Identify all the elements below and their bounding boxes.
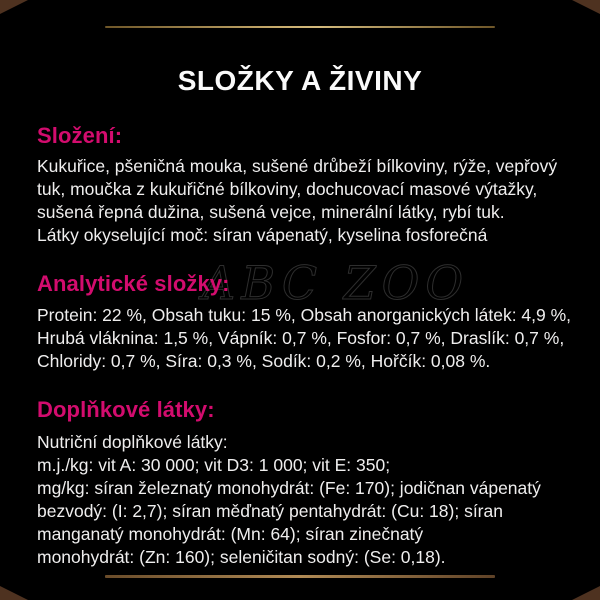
section-body-slozeni — [37, 155, 577, 247]
corner-decoration-top-right — [572, 0, 600, 14]
additives-line: Nutriční doplňkové látky: — [37, 432, 228, 452]
analytical-constituents-line: Chloridy: 0,7 %, Síra: 0,3 %, Sodík: 0,2 %, Hořčík: 0,08 %. — [37, 351, 491, 371]
corner-decoration-top-left — [0, 0, 28, 14]
section-heading-doplnkove-latky: Doplňkové látky: — [37, 397, 215, 422]
section-heading-analyticke-slozky: Analytické složky: — [37, 271, 230, 296]
additives-line: bezvodý: (I: 2,7); síran měďnatý pentahydrát: (Cu: 18); síran — [37, 501, 503, 521]
ingredients-line: sušená řepná dužina, sušená vejce, minerální látky, rybí tuk. — [37, 202, 505, 222]
section-body-analyticke-slozky — [37, 304, 577, 373]
analytical-constituents-line: Hrubá vláknina: 1,5 %, Vápník: 0,7 %, Fosfor: 0,7 %, Draslík: 0,7 %, — [37, 328, 565, 348]
additives-line: monohydrát: (Zn: 160); seleničitan sodný: (Se: 0,18). — [37, 547, 446, 567]
analytical-constituents-line: Protein: 22 %, Obsah tuku: 15 %, Obsah anorganických látek: 4,9 %, — [37, 305, 572, 325]
additives-line: manganatý monohydrát: (Mn: 64); síran zinečnatý — [37, 524, 424, 544]
additives-line: m.j./kg: vit A: 30 000; vit D3: 1 000; vit E: 350; — [37, 455, 391, 475]
ingredients-line: Kukuřice, pšeničná mouka, sušené drůbeží bílkoviny, rýže, vepřový — [37, 156, 558, 176]
additives-line: mg/kg: síran železnatý monohydrát: (Fe: 170); jodičnan vápenatý — [37, 478, 541, 498]
bottom-divider-line — [105, 575, 495, 578]
ingredients-line: tuk, moučka z kukuřičné bílkoviny, dochucovací masové výtažky, — [37, 179, 538, 199]
page-title: SLOŽKY A ŽIVINY — [177, 64, 423, 96]
corner-decoration-bottom-right — [572, 586, 600, 600]
section-heading-slozeni: Složení: — [37, 123, 123, 148]
top-divider-line — [105, 26, 495, 28]
corner-decoration-bottom-left — [0, 586, 28, 600]
ingredients-line: Látky okyselující moč: síran vápenatý, kyselina fosforečná — [37, 225, 488, 245]
section-body-doplnkove-latky — [37, 431, 577, 569]
watermark-text: ABC ZOO — [202, 256, 470, 310]
